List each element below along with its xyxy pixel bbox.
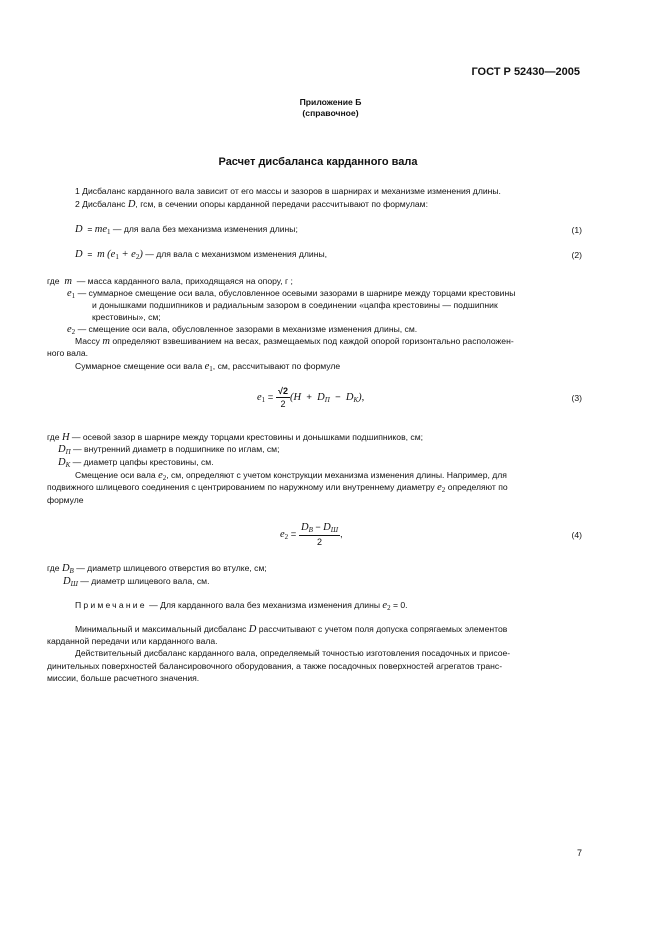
mass-paragraph-line1: Массу m определяют взвешиванием на весах, размещаемых под каждой опорой горизонтально расположен- — [75, 336, 514, 347]
where-DSh: $D_Ш$ — диаметр шлицевого вала, см. — [63, 576, 210, 588]
where-e1-line1: $e_1$ — суммарное смещение оси вала, обусловленное осевыми зазорами в шарнире между торцами крестовины — [67, 288, 516, 300]
shift-paragraph-line3: формуле — [47, 495, 84, 505]
shift-paragraph-line2: подвижного шлицевого соединения с центрированием по наружному или внутреннему диаметру $e_2$ определяют по — [47, 482, 508, 494]
mass-paragraph-line2: ного вала. — [47, 348, 89, 358]
where-e2: $e_2$ — смещение оси вала, обусловленное зазорами в механизме изменения длины, см. — [67, 324, 418, 336]
where-DP: $D_П$ — внутренний диаметр в подшипнике по иглам, см; — [58, 444, 280, 456]
final-paragraph-1-line1: Минимальный и максимальный дисбаланс D рассчитывают с учетом поля допуска сопрягаемых элементов — [75, 624, 508, 635]
appendix-title: Приложение Б — [299, 97, 362, 107]
formula-2: D = m $(e_1 + e_2)$ — для вала с механизмом изменения длины, — [75, 249, 328, 261]
where-DV: где $D_В$ — диаметр шлицевого отверстия во втулке, см; — [47, 563, 267, 575]
formula-4-denominator: 2 — [317, 537, 323, 547]
sum-paragraph: Суммарное смещение оси вала $e_1$, см, рассчитывают по формуле — [75, 361, 341, 373]
where-e1-line2: и донышками подшипников и радиальным зазором в соединении «цапфа крестовины — подшипник — [92, 300, 498, 310]
formula-4-number: (4) — [571, 530, 582, 540]
paragraph-1: 1 Дисбаланс карданного вала зависит от его массы и зазоров в шарнирах и механизме изменения длины. — [75, 186, 501, 196]
standard-number: ГОСТ Р 52430—2005 — [471, 66, 580, 78]
formula-1: $D = me_1$ — для вала без механизма изменения длины; — [75, 224, 298, 236]
formula-3-numerator: √2 — [278, 386, 288, 396]
where-DK: $D_К$ — диаметр цапфы крестовины, см. — [58, 457, 214, 469]
section-title: Расчет дисбаланса карданного вала — [218, 156, 418, 168]
note: Примечание — Для карданного вала без механизма изменения длины $e_2 = 0$. — [75, 600, 408, 612]
formula-2-number: (2) — [571, 250, 582, 260]
formula-3: $e_1$ = $\frac{√2}{2}$ $(H + D_П - D_К)$, — [257, 386, 365, 409]
formula-3-number: (3) — [571, 393, 582, 403]
final-paragraph-1-line2: карданной передачи или карданного вала. — [47, 636, 218, 646]
appendix-subtitle: (справочное) — [302, 108, 359, 118]
page-number: 7 — [576, 848, 582, 858]
final-paragraph-2-line3: миссии, больше расчетного значения. — [47, 673, 200, 683]
formula-4: $e_2$ = $\frac{D_В - D_Ш}{2}$ , — [280, 522, 343, 547]
final-paragraph-2-line1: Действительный дисбаланс карданного вала, определяемый точностью изготовления посадочных и присое- — [75, 648, 511, 658]
formula-1-number: (1) — [571, 225, 582, 235]
paragraph-2: 2 Дисбаланс D, гсм, в сечении опоры карданной передачи рассчитывают по формулам: — [75, 199, 428, 210]
final-paragraph-2-line2: динительных поверхностей балансировочного оборудования, а также посадочных поверхностей агрегатов транс- — [47, 661, 503, 671]
where-H: где H — осевой зазор в шарнире между торцами крестовины и донышками подшипников, см; — [47, 432, 423, 443]
where-e1-line3: крестовины», см; — [92, 312, 161, 322]
note-label: Примечание — [75, 600, 147, 610]
shift-paragraph-line1: Смещение оси вала $e_2$, см, определяют с учетом конструкции механизма изменения длины. Например, для — [75, 470, 507, 482]
formula-3-denominator: 2 — [280, 399, 286, 409]
where-m: где m — масса карданного вала, приходящаяся на опору, г ; — [47, 276, 293, 287]
